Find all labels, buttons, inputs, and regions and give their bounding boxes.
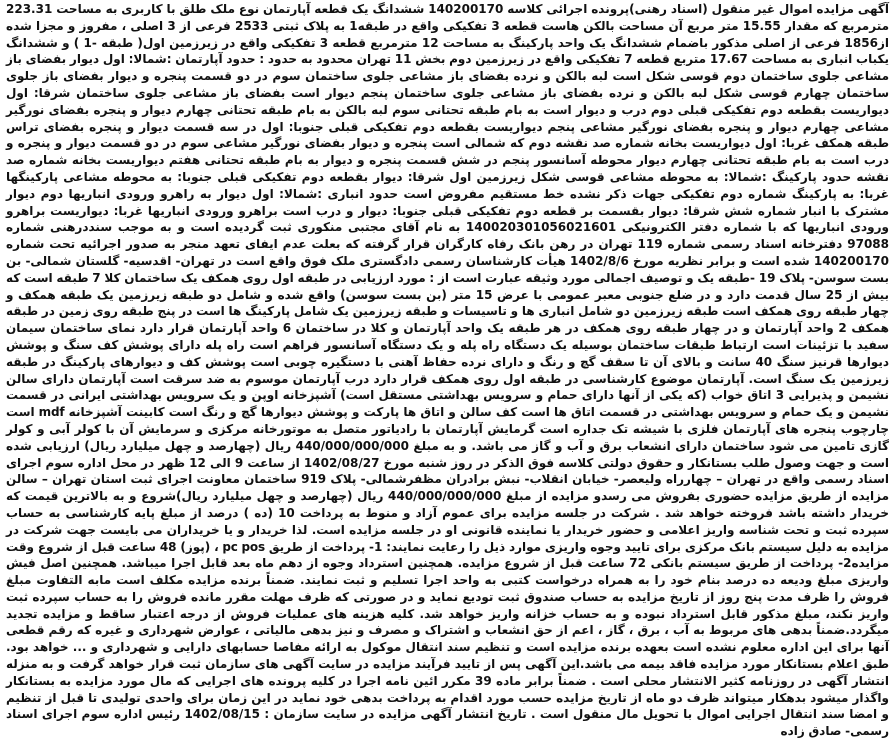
notice-body-text: آگهی مزایده اموال غیر منقول (اسناد رهنی)پرونده اجرائی کلاسه 140200170 ششدانگ یک قطعه آپارتمان نوع ملک طلق با کاربری به مساحت 223.31 مترمربع که مقدار 15.55 متر مربع آن مساحت بالکن هاست قطعه 3 تفکیکی واقع در طبقه1 به پلاک ثبتی 2533 فرعی از 3 اصلی ، مفروز و مجزا شده از1856 فرعی از اصلی مذکور باضمام ششدانگ یک واحد پارکینگ به مساحت 12 مترمربع قطعه 3 تفکیکی واقع در زیرزمین اول( طبقه -1 ) و ششدانگ یکباب انباری به مساحت 17.67 متربع قطعه 7 تفکیکی واقع در زیرزمین دوم بخش 11 تهران محدود به حدود : حدود آپارتمان :شمالا: اول دیوار بفضای باز مشاعی جلوی ساختمان دوم قوسی شکل است لبه بالکن و نرده بفضای باز مشاعی جلوی ساختمان سوم در دو قسمت پنجره و دیوار بفضای باز جلوی ساختمان چهارم قوسی شکل لبه بالکن و نرده بفضای باز مشاعی جلوی ساختمان پنجم دیوار است بفضای باز مشاعی جلوی ساختمان شرقا: اول دیواریست بقطعه دوم تفکیکی قبلی دوم درب و دیوار است به بام طبقه تحتانی سوم لبه بالکن به بام طبقه تحتانی چهارم دیوار و پنجره بفضای نورگیر مشاعی چهارم دیوار و پنجره بفضای نورگیر مشاعی پنجم دیواریست بقطعه دوم تفکیکی قبلی جنوبا: اول در سه قسمت دیوار و پنجره بفضای تراس طبقه همکف غربا: اول دیواریست بخانه شماره صد نقشه دوم که شمالی است پنجره و دیوار بفضای نورگیر مشاعی سوم در دو قسمت دیوار و پنجره و درب است به بام طبقه تحتانی چهارم دیوار محوطه آسانسور پنجم در شش قسمت پنجره و دیوار به بام طبقه تحتانی هفتم دیواریست بخانه شماره صد نقشه حدود پارکینگ :شمالا: به محوطه مشاعی قوسی شکل زیرزمین اول شرقا: دیوار بقطعه دوم تفکیکی قبلی جنوبا: به محوطه مشاعی پارکینگها غربا: به پارکینگ شماره دوم تفکیکی جهات ذکر نشده خط مستقیم مفروض است حدود انباری :شمالا: اول دیوار به راهرو ورودی انباریها دوم دیوار مشترک با انبار شماره شش شرقا: دیوار بقسمت بر قطعه دوم تفکیکی قبلی جنوبا: دیوار و درب است براهرو ورودی انباریها غربا: دیواریست براهرو ورودی انباریها که با شماره دفتر الکترونیکی 140020301056021601 به نام آقای مجتبی منکوری ثبت گردیده است و به موجب سنددرهنی شماره 97088 دفترخانه اسناد رسمی شماره 119 تهران در رهن بانک رفاه کارگران قرار گرفته که بعلت عدم ایفای تعهد منجر به صدور اجرائیه تحت شماره 140200170 شده است و برابر نظریه مورخ 1402/8/6 هیأت کارشناسان رسمی دادگستری ملک فوق واقع است در تهران- اقدسیه- گلستان شمالی- بن بست سوسن- پلاک 19 -طبقه یک و توصیف اجمالی مورد وثیقه عبارت است از : مورد ارزیابی در طبقه اول روی همکف یک ساختمان کلا 7 طبقه است که بیش از 25 سال قدمت دارد و در ضلع جنوبی معبر عمومی با عرض 15 متر (بن بست سوسن) واقع شده و شامل دو طبقه زیرزمین یک طبقه همکف و چهار طبقه روی همکف است طبقه زیرزمین دو شامل انباری ها و تاسیسات و طبقه زیرزمین یک شامل پارکینگ ها است در پنج طبقه روی زمین در طبقه همکف 2 واحد آپارتمان و در چهار طبقه روی همکف در هر طبقه یک واحد آپارتمان و کلا در ساختمان 6 واحد آپارتمان قرار دارد نمای ساختمان سیمان سفید با تزئینات است ارتباط طبقات ساختمان بوسیله یک دستگاه راه پله و یک دستگاه آسانسور فراهم است راه پله دارای پوشش کف سنگ و پوشش دیوارها قرنیز سنگ 40 سانت و بالای آن تا سقف گچ و رنگ و دارای نرده حفاظ آهنی با دستگیره چوبی است پوشش کف و دیوارهای پارکینگ در طبقه زیرزمین یک سنگ است. آپارتمان موضوع کارشناسی در طبقه اول روی همکف قرار دارد درب آپارتمان موسوم به ضد سرقت است آپارتمان دارای سالن نشیمن و پذیرایی 3 اتاق خواب (که یکی از آنها دارای حمام و سرویس بهداشتی مستقل است) آشپزخانه اوپن و یک سرویس بهداشتی ایرانی در قسمت نشیمن و یک حمام و سرویس بهداشتی در قسمت اتاق ها است کف سالن و اتاق ها پارکت و پوشش دیوارها گچ و رنگ است کابینت آشپزخانه mdf است چارچوب پنجره های آپارتمان فلزی با شیشه تک جداره است گرمایش آپارتمان با رادیاتور متصل به موتورخانه مرکزی و سرمایش آن با کولر آبی و کولر گازی تامین می شود ساختمان دارای انشعاب برق و آب و گاز می باشد. و به مبلغ 440/000/000/000 ریال (چهارصد و چهل میلیارد ریال) ارزیابی شده است و جهت وصول طلب بستانکار و حقوق دولتی کلاسه فوق الذکر در روز شنبه مورخ 1402/08/27 از ساعت 9 الی 12 ظهر در محل اداره سوم اجرای اسناد رسمی واقع در تهران – چهارراه ولیعصر- خیابان انقلاب- نبش برادران مظفرشمالی- پلاک 919 ساختمان معاونت اجرای ثبت استان تهران – سالن مزایده از طریق مزایده حضوری بفروش می رسدو مزایده از مبلغ 440/000/000/000 ریال (چهارصد و چهل میلیارد ریال)شروع و به بالاترین قیمت که خریدار داشته باشد فروخته خواهد شد . شرکت در جلسه مزایده برای عموم آزاد و منوط به پرداخت 10 (ده ) درصد از مبلغ پایه کارشناسی به حساب سپرده ثبت و تحت شناسه واریز اعلامی و حضور خریدار یا نماینده قانونی او در جلسه مزایده است. لذا خریدار و یا خریداران می بایست جهت شرکت در مزایده به دلیل سیستم بانک مرکزی برای تایید وجوه واریزی موارد ذیل را رعایت نمایند: 1- پرداخت از طریق pc pos ، (پوز) 48 ساعت قبل از شروع وقت مزایده2- پرداخت از طریق سیستم بانکی 72 ساعت قبل از شروع مزایده. همچنین استرداد وجوه از دهم ماه بعد قابل اجرا میباشد. همچنین اصل فیش واریزی مبلغ ودیعه ده درصد بنام خود را به همراه درخواست کتبی به واحد اجرا تسلیم و ثبت نمایند. ضمناً برنده مزایده مکلف است مابه التفاوت مبلغ فروش را ظرف مدت پنج روز از تاریخ مزایده به حساب صندوق ثبت تودیع نماید و در صورتی که ظرف مهلت مقرر مانده فروش را به حساب سپرده ثبت واریز نکند، مبلغ مذکور قابل استرداد نبوده و به حساب خزانه واریز خواهد شد. کلیه هزینه های عملیات فروش از درجه اعتبار ساقط و مزایده تجدید میگردد.ضمناً بدهی های مربوط به آب ، برق ، گاز ، اعم از حق انشعاب و اشتراک و مصرف و نیز بدهی مالیاتی ، عوارض شهرداری و غیره که رقم قطعی آنها برای این اداره معلوم نشده است بعهده برنده مزایده است و تنظیم سند انتقال موکول به ارائه مفاصا حسابهای دارایی و شهرداری و ... خواهد بود. طبق اعلام بستانکار مورد مزایده فاقد بیمه می باشد.این آگهی پس از تایید فرآیند مزایده در سایت آگهی های سازمان ثبت قرار خواهد گرفت و به منزله انتشار آگهی در روزنامه کثیر الانتشار محلی است . ضمناً برابر ماده 39 مکرر ائین نامه اجرا در کلیه پرونده های اجرایی که مال مورد مزایده به بستانکار واگذار میشود بدهکار میتواند ظرف دو ماه از تاریخ مزایده حسب مورد اقدام به پرداخت بدهی خود نماید در این زمان برای واحدی تولیدی تا قبل از تنظیم و امضا سند انتقال اجرایی اموال با تحویل مال منقول است . تاریخ انتشار آگهی مزایده در سایت سازمان : 1402/08/15 رئیس اداره سوم اجرای اسناد رسمی- صادق زاده xyxy=(6,2,890,739)
